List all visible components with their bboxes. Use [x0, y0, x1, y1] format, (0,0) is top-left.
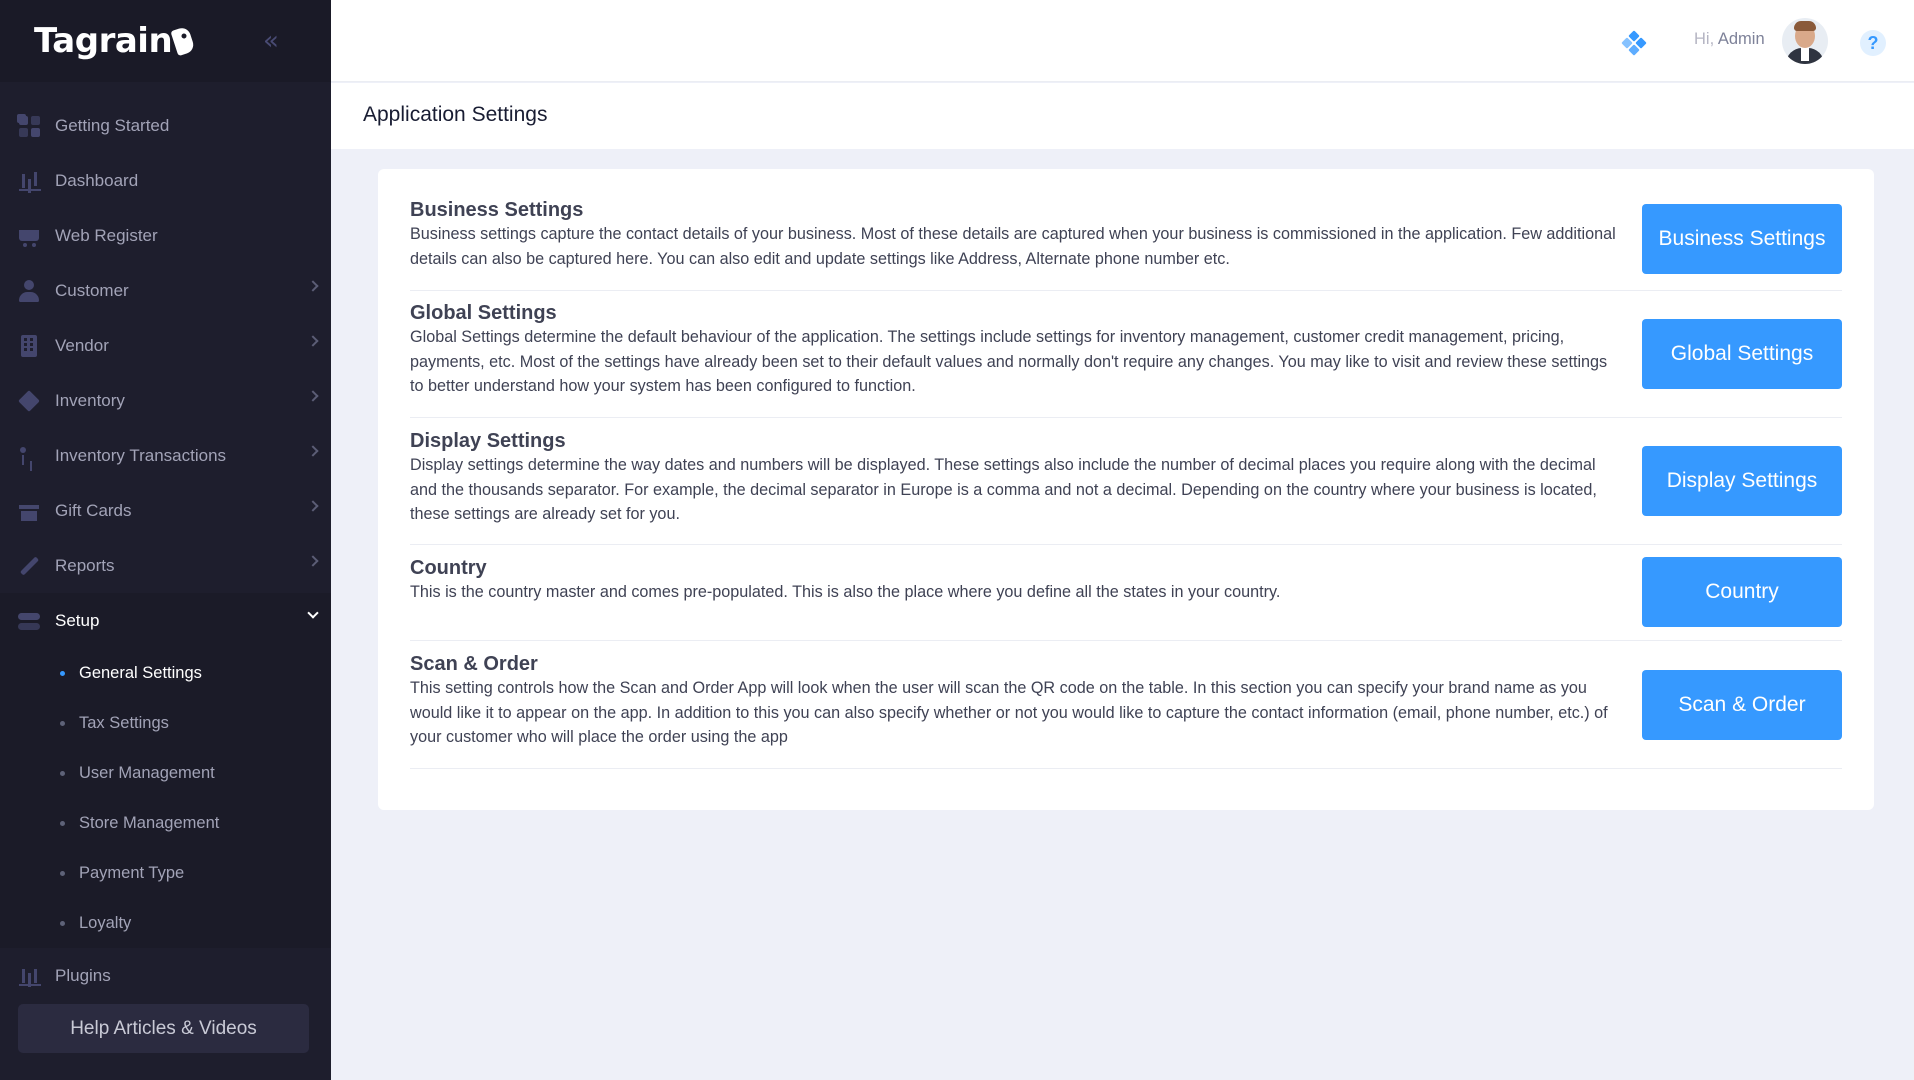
- greeting-prefix: Hi,: [1694, 30, 1715, 48]
- sidebar-subitem-loyalty[interactable]: [0, 898, 331, 948]
- sidebar-item-label: Gift Cards: [55, 500, 132, 520]
- settings-row-description: Display settings determine the way dates and numbers will be displayed. These settings also include the number of decimal places you require along with the decimal and the thousands separator. For example, the decimal separator in Europe is a comma and not a decimal. Depending on the country where your business is located, these settings are already set for you.: [410, 456, 1597, 523]
- sidebar-item-gift-cards[interactable]: [0, 483, 331, 538]
- bullet-dot-icon: [60, 771, 65, 776]
- country-button[interactable]: Country: [1642, 557, 1842, 627]
- bullet-dot-icon: [60, 671, 65, 676]
- sidebar-item-web-register[interactable]: [0, 208, 331, 263]
- bar-chart-icon: [17, 169, 41, 193]
- chevron-right-icon: [307, 390, 318, 401]
- sidebar-item-label: Vendor: [55, 335, 109, 355]
- help-icon[interactable]: ?: [1860, 30, 1886, 56]
- logo[interactable]: [34, 21, 192, 61]
- business-settings-button[interactable]: Business Settings: [1642, 204, 1842, 274]
- sidebar-item-label: Dashboard: [55, 170, 139, 190]
- sidebar-item-label: Reports: [55, 555, 115, 575]
- settings-row-display: [410, 418, 1842, 545]
- grid-icon: [17, 114, 41, 138]
- sidebar-item-label: Customer: [55, 280, 129, 300]
- chevron-right-icon: [307, 280, 318, 291]
- settings-row-global: [410, 291, 1842, 418]
- settings-row-title: Scan & Order: [410, 653, 538, 675]
- sidebar-menu: [0, 82, 331, 1003]
- global-settings-button[interactable]: Global Settings: [1642, 319, 1842, 389]
- logo-text: Tagrain: [34, 21, 173, 61]
- sidebar-item-label: Setup: [55, 610, 100, 630]
- sidebar-item-label: Inventory Transactions: [55, 445, 227, 465]
- settings-card: [378, 169, 1874, 810]
- help-articles-button[interactable]: Help Articles & Videos: [18, 1004, 309, 1053]
- cart-icon: [17, 224, 41, 248]
- pen-icon: [17, 554, 41, 578]
- settings-row-title: Display Settings: [410, 430, 566, 452]
- sidebar-item-inventory[interactable]: [0, 373, 331, 428]
- sidebar-subitem-label: Payment Type: [79, 863, 185, 882]
- sidebar-subitem-general-settings[interactable]: [0, 648, 331, 698]
- chevron-right-icon: [307, 335, 318, 346]
- settings-row-description: This setting controls how the Scan and Order App will look when the user will scan the QR code on the table. In this section you can specify your brand name as you would like it to appear on the app. In addition to this you can also specify whether or not you would like to capture the contact information (email, phone number, etc.) of your customer who will place the order using the app: [410, 679, 1608, 746]
- collapse-sidebar-icon[interactable]: «: [263, 26, 279, 56]
- sidebar-item-label: Inventory: [55, 390, 125, 410]
- subheader: [331, 83, 1914, 149]
- settings-row-scan-order: [410, 641, 1842, 769]
- avatar[interactable]: [1782, 18, 1828, 64]
- plugins-icon: [17, 964, 41, 988]
- chevron-right-icon: [307, 445, 318, 456]
- sidebar-item-getting-started[interactable]: [0, 98, 331, 153]
- quick-actions-icon[interactable]: [1623, 32, 1645, 54]
- sidebar-subitem-tax-settings[interactable]: [0, 698, 331, 748]
- sidebar-item-setup[interactable]: [0, 593, 331, 648]
- bullet-dot-icon: [60, 921, 65, 926]
- sidebar-item-label: Getting Started: [55, 115, 170, 135]
- sidebar-item-reports[interactable]: [0, 538, 331, 593]
- sidebar-subitem-label: Store Management: [79, 813, 220, 832]
- tag-logo-icon: [171, 26, 196, 56]
- sidebar-subitem-user-management[interactable]: [0, 748, 331, 798]
- sidebar-subitem-label: Tax Settings: [79, 713, 169, 732]
- sidebar-item-plugins[interactable]: [0, 948, 331, 1003]
- page-title: Application Settings: [363, 103, 548, 126]
- sidebar-item-label: Plugins: [55, 965, 111, 985]
- sidebar-item-inventory-transactions[interactable]: [0, 428, 331, 483]
- sidebar-subitem-label: User Management: [79, 763, 215, 782]
- box-icon: [17, 389, 41, 413]
- building-icon: [17, 334, 41, 358]
- settings-row-description: This is the country master and comes pre-populated. This is also the place where you define all the states in your country.: [410, 583, 1281, 601]
- settings-row-description: Business settings capture the contact details of your business. Most of these details are captured when your business is commissioned in the application. Few additional details can also be captured here. You can also edit and update settings like Address, Alternate phone number etc.: [410, 225, 1616, 268]
- user-greeting[interactable]: [1694, 30, 1765, 49]
- settings-row-business: [410, 169, 1842, 291]
- brand-bar: [0, 0, 331, 82]
- sidebar-subitem-label: General Settings: [79, 663, 202, 682]
- top-header: [331, 0, 1914, 82]
- bullet-dot-icon: [60, 821, 65, 826]
- settings-row-description: Global Settings determine the default behaviour of the application. The settings include settings for inventory management, customer credit management, pricing, payments, etc. Most of the settings have already been set to their default values and normally don't require any changes. You may like to visit and review these settings to better understand how your system has been configured to function.: [410, 328, 1608, 395]
- settings-row-title: Global Settings: [410, 302, 557, 324]
- sidebar-subitem-store-management[interactable]: [0, 798, 331, 848]
- display-settings-button[interactable]: Display Settings: [1642, 446, 1842, 516]
- sidebar-item-vendor[interactable]: [0, 318, 331, 373]
- setup-submenu: [0, 648, 331, 948]
- sidebar-item-customer[interactable]: [0, 263, 331, 318]
- sidebar: [0, 0, 331, 1080]
- bullet-dot-icon: [60, 871, 65, 876]
- user-icon: [17, 279, 41, 303]
- sidebar-subitem-payment-type[interactable]: [0, 848, 331, 898]
- sidebar-subitem-label: Loyalty: [79, 913, 132, 932]
- chevron-right-icon: [307, 555, 318, 566]
- gift-icon: [17, 499, 41, 523]
- scan-order-button[interactable]: Scan & Order: [1642, 670, 1842, 740]
- chevron-right-icon: [307, 500, 318, 511]
- toggle-icon: [17, 609, 41, 633]
- sidebar-item-dashboard[interactable]: [0, 153, 331, 208]
- settings-row-title: Business Settings: [410, 199, 584, 221]
- settings-row-title: Country: [410, 557, 487, 579]
- user-name: Admin: [1717, 30, 1765, 48]
- transactions-icon: [17, 444, 41, 468]
- chevron-down-icon: [307, 607, 318, 618]
- sidebar-item-label: Web Register: [55, 225, 158, 245]
- bullet-dot-icon: [60, 721, 65, 726]
- settings-row-country: [410, 545, 1842, 641]
